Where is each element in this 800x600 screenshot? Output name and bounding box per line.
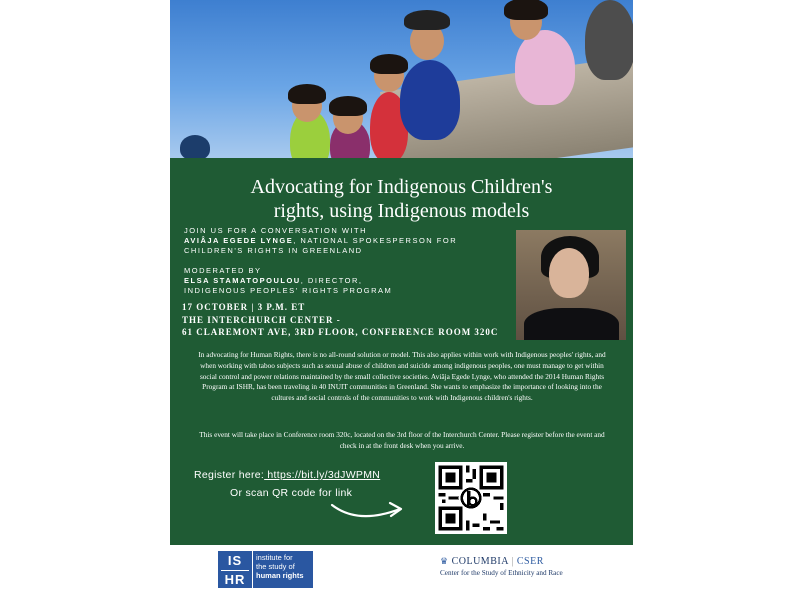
columbia-wordmark: COLUMBIA: [451, 556, 509, 567]
cser-wordmark: CSER: [516, 556, 544, 567]
cser-full-name: Center for the Study of Ethnicity and Race: [440, 569, 563, 577]
speaker-line: [184, 236, 514, 256]
crown-icon: ♛: [440, 556, 449, 566]
location-note: This event will take place in Conference room 320c, located on the 3rd floor of the Interchurch Center. Please register before the event and check in at the front desk when you arrive.: [199, 430, 605, 450]
speaker-info: [184, 226, 514, 256]
join-line: JOIN US FOR A CONVERSATION WITH: [184, 226, 368, 235]
ishr-logo: [218, 551, 313, 588]
title-line-1: Advocating for Indigenous Children's: [250, 176, 553, 198]
columbia-cser-logo: ♛ COLUMBIA | CSER Center for the Study of Ethnicity and Race: [440, 556, 610, 592]
speaker-role: , NATIONAL SPOKESPERSON FOR CHILDREN'S RIGHTS IN GREENLAND: [184, 236, 458, 255]
register-line: [194, 469, 380, 481]
register-link[interactable]: https://bit.ly/3dJWPMN: [264, 469, 381, 481]
event-flyer: [170, 0, 633, 545]
event-description: In advocating for Human Rights, there is no all-round solution or model. This also applies within work with Indigenous peoples' rights, and when working with taboo subjects such as sexual abuse of children and suicide among indigenous peoples, one must manage to get within social control and power relations maintained by the small collective societies. Aviâja Egede Lynge, who attended the 2014 Human Rights Program at ISHR, has been traveling in 40 INUIT communities in Greenland. She wants to emphasize the importance of looking into the cultures and social controls of the communities to work with Indigenous children's rights.: [198, 350, 606, 403]
registration-qr-code[interactable]: [435, 462, 507, 534]
venue-line-2: 61 CLAREMONT AVE, 3RD FLOOR, CONFERENCE ROOM 320C: [182, 327, 499, 337]
venue-line-1: THE INTERCHURCH CENTER -: [182, 314, 341, 325]
register-label: Register here:: [194, 469, 265, 481]
speaker-portrait: [516, 230, 626, 340]
moderator-line: [184, 276, 514, 286]
event-when-where: [182, 301, 522, 339]
header-photo-children: [170, 0, 633, 158]
speaker-name: AVIÂJA EGEDE LYNGE: [184, 236, 294, 245]
event-date-time: 17 OCTOBER | 3 P.M. ET: [182, 302, 306, 312]
scan-label: Or scan QR code for link: [230, 487, 353, 499]
curved-arrow-icon: [328, 495, 408, 525]
title-line-2: rights, using Indigenous models: [273, 200, 530, 222]
moderator-role: , DIRECTOR,: [300, 276, 363, 285]
ishr-wordmark: institute for the study of human rights: [256, 553, 304, 580]
ishr-mark: IS HR: [218, 551, 253, 588]
moderator-name: ELSA STAMATOPOULOU: [184, 276, 301, 285]
event-title: [210, 175, 593, 223]
moderator-info: [184, 266, 514, 296]
moderator-program: INDIGENOUS PEOPLES' RIGHTS PROGRAM: [184, 286, 393, 295]
moderated-label: MODERATED BY: [184, 266, 262, 275]
